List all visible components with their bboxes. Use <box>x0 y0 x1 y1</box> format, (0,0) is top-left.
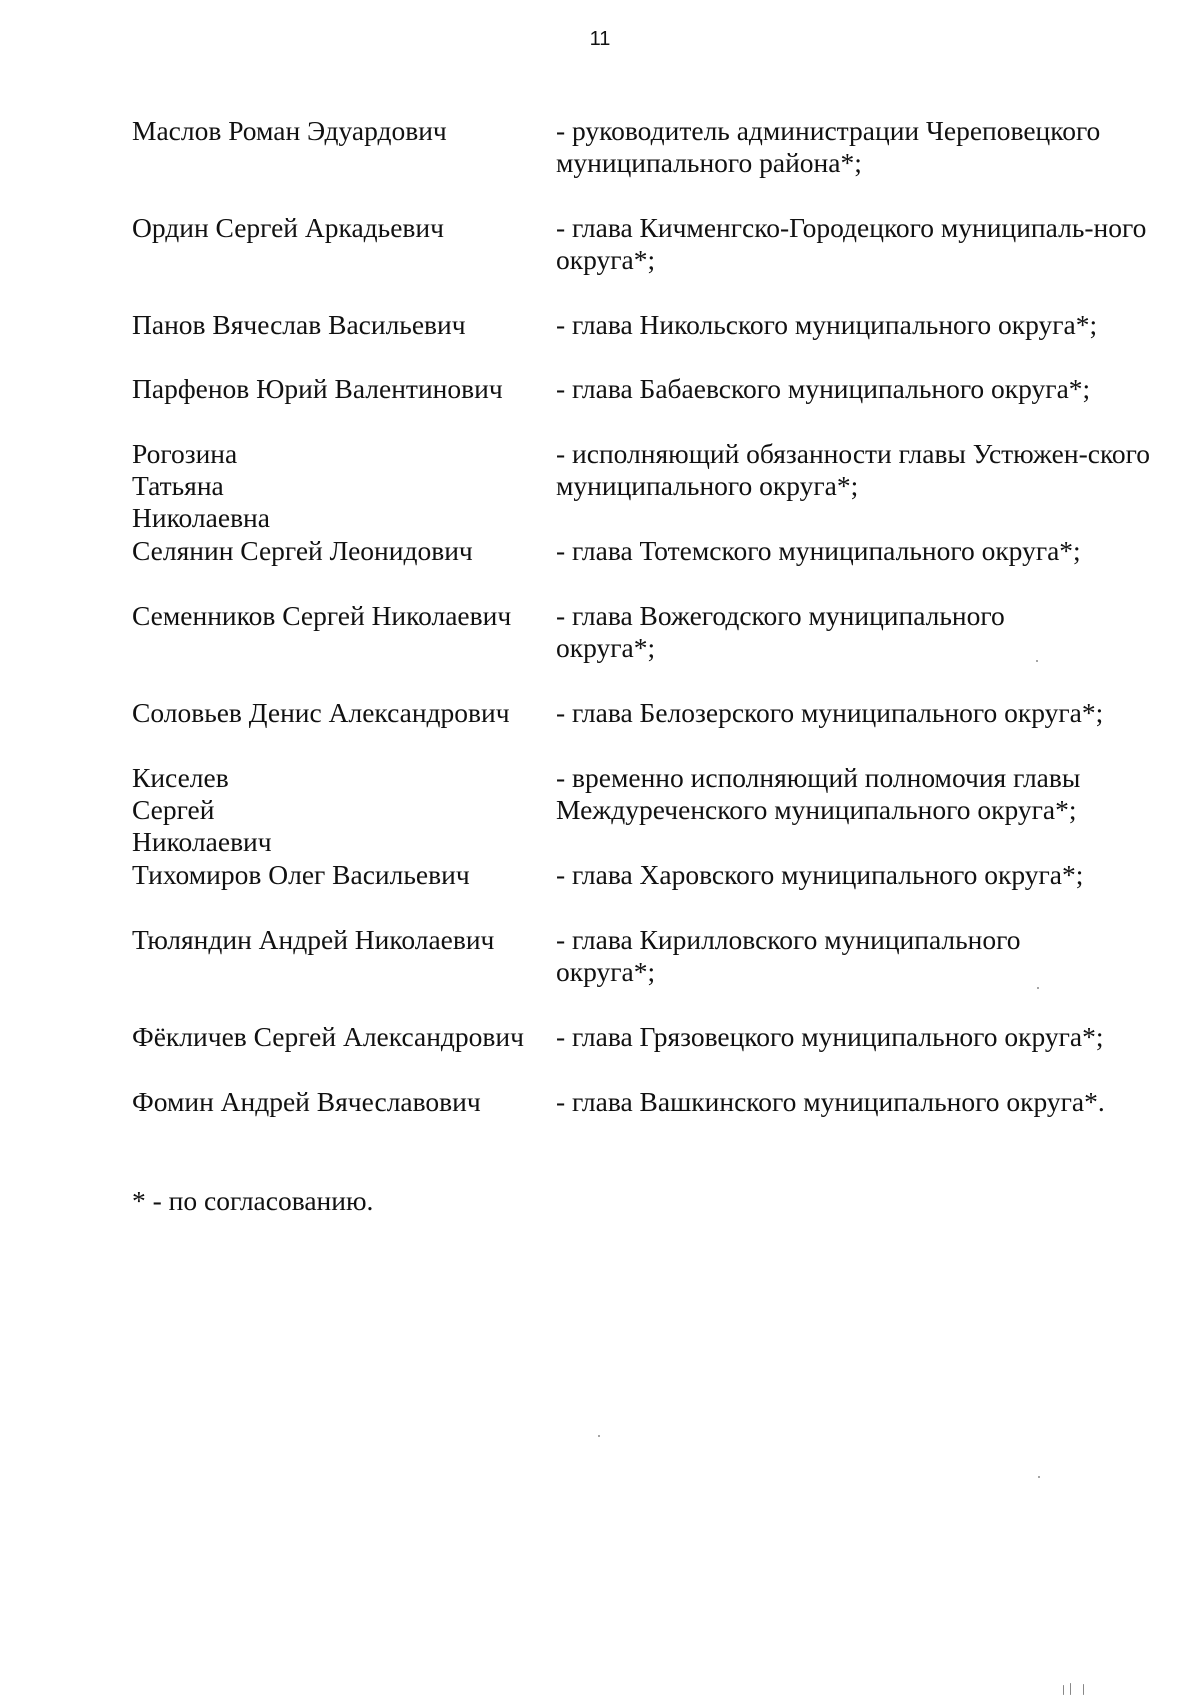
scan-speck <box>1038 1476 1040 1478</box>
person-name: Рогозина Татьяна Николаевна <box>132 438 270 533</box>
person-name: Соловьев Денис Александрович <box>132 697 510 728</box>
person-name: Тюляндин Андрей Николаевич <box>132 924 495 955</box>
scan-speck <box>1037 987 1039 989</box>
person-name: Маслов Роман Эдуардович <box>132 115 447 146</box>
person-name: Фёкличев Сергей Александрович <box>132 1021 524 1052</box>
person-role: - глава Кирилловского муниципального округа*; <box>556 924 1021 987</box>
scan-speck <box>598 1435 600 1437</box>
person-role: - глава Вашкинского муниципального округа*. <box>556 1086 1105 1117</box>
person-name: Киселев Сергей Николаевич <box>132 762 272 857</box>
person-name: Фомин Андрей Вячеславович <box>132 1086 481 1117</box>
person-name: Селянин Сергей Леонидович <box>132 535 473 566</box>
person-role: - глава Никольского муниципального округа*; <box>556 309 1098 340</box>
person-role: - глава Харовского муниципального округа*; <box>556 859 1084 890</box>
scan-speck <box>1036 660 1038 662</box>
person-role: - временно исполняющий полномочия главы Междуреченского муниципального округа*; <box>556 762 1081 825</box>
person-role: - исполняющий обязанности главы Устюжен-ского муниципального округа*; <box>556 438 1151 501</box>
person-role: - глава Кичменгско-Городецкого муниципаль-ного округа*; <box>556 212 1147 275</box>
person-name: Панов Вячеслав Васильевич <box>132 309 466 340</box>
person-role: - глава Вожегодского муниципального округа*; <box>556 600 1005 663</box>
person-role: - глава Бабаевского муниципального округа*; <box>556 373 1091 404</box>
person-role: - руководитель администрации Череповецкого муниципального района*; <box>556 115 1101 178</box>
scan-speck <box>1063 1685 1064 1695</box>
person-role: - глава Тотемского муниципального округа*; <box>556 535 1081 566</box>
person-name: Тихомиров Олег Васильевич <box>132 859 470 890</box>
scan-speck <box>1083 1684 1084 1695</box>
footnote: * - по согласованию. <box>132 1185 374 1216</box>
scan-speck <box>1070 1683 1071 1695</box>
person-name: Ордин Сергей Аркадьевич <box>132 212 444 243</box>
page-number: 11 <box>589 28 611 50</box>
person-role: - глава Белозерского муниципального округа*; <box>556 697 1104 728</box>
person-role: - глава Грязовецкого муниципального округа*; <box>556 1021 1104 1052</box>
person-name: Семенников Сергей Николаевич <box>132 600 512 631</box>
person-name: Парфенов Юрий Валентинович <box>132 373 503 404</box>
